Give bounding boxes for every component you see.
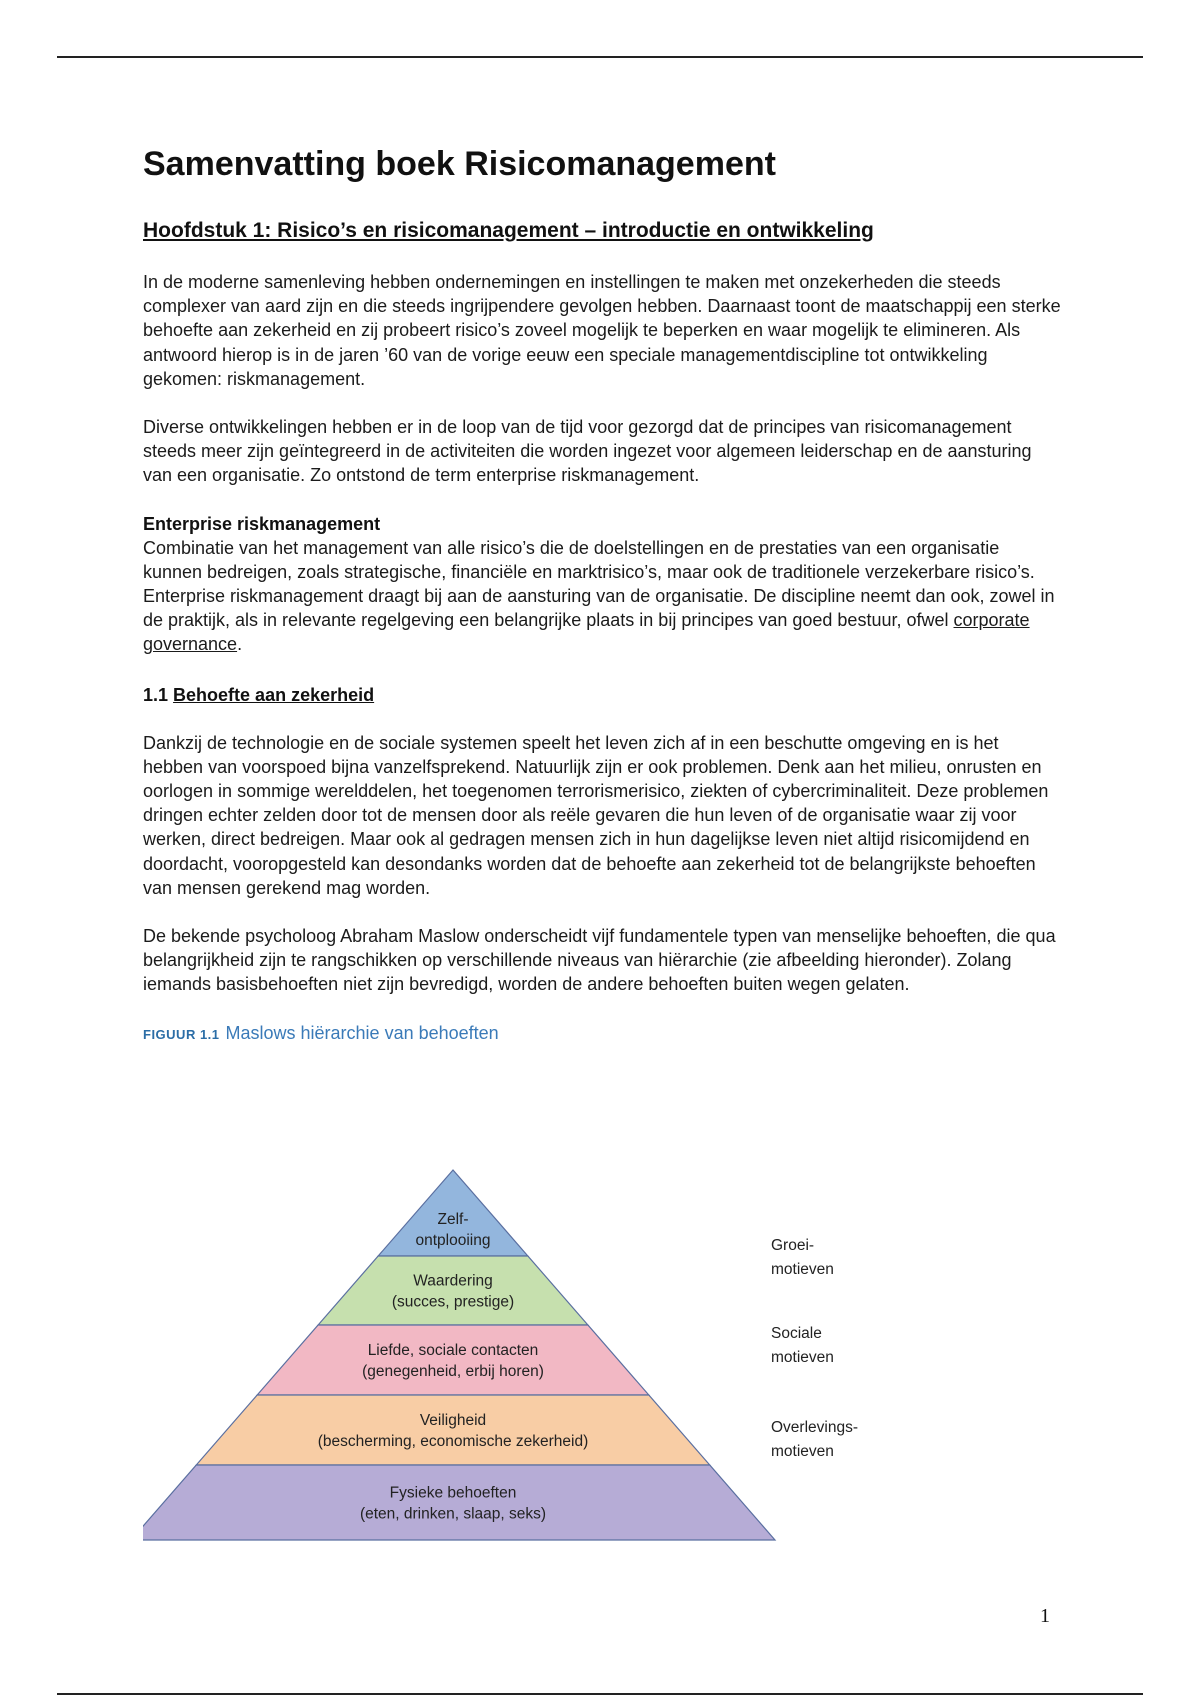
paragraph-developments: Diverse ontwikkelingen hebben er in de loop van de tijd voor gezorgd dat de principes van risicomanagement steeds meer zijn geïntegreerd in de activiteiten die worden ingezet voor algemeen leiderschap en de aansturing van een organisatie. Zo ontstond de term enterprise riskmanagement. [143,417,1032,486]
section-number: 1.1 [143,684,169,705]
erm-definition [143,536,1063,657]
maslow-pyramid [143,1150,863,1550]
section-title: Behoefte aan zekerheid [173,684,375,705]
paragraph-intro: In de moderne samenleving hebben ondernemingen en instellingen te maken met onzekerheden die steeds complexer van aard zijn en die steeds ingrijpendere gevolgen hebben. Daarnaast toont de maatschappij een sterke behoefte aan zekerheid en zij probeert risico’s zoveel mogelijk te beperken en waar mogelijk te elimineren. Als antwoord hierop is in de jaren ’60 van de vorige eeuw een speciale managementdiscipline tot ontwikkeling gekomen: riskmanagement. [143,272,1061,389]
maslow-pyramid-figure [143,1150,863,1550]
top-rule [57,56,1143,58]
side-label-1-line-1: Groei- [771,1237,815,1254]
pyramid-level-3-detail: (genegenheid, erbij horen) [362,1363,544,1380]
pyramid-level-5 [143,1465,775,1540]
erm-heading: Enterprise riskmanagement [143,513,381,534]
paragraph-security-need: Dankzij de technologie en de sociale systemen speelt het leven zich af in een beschutte omgeving en is het hebben van voorspoed bijna vanzelfsprekend. Natuurlijk zijn er ook problemen. Denk aan het milieu, onrusten en oorlogen in sommige werelddelen, het toegenomen terrorismerisico, ziekten of cybercriminaliteit. Deze problemen dringen echter zelden door tot de mensen door als reële gevaren die hun leven of de organisatie waar zij voor werken, direct bedreigen. Maar ook al gedragen mensen zich in hun dagelijkse leven niet altijd risicomijdend en doordacht, vooropgesteld kan desondanks worden dat de behoefte aan zekerheid tot de belangrijkste behoeften van mensen gerekend mag worden. [143,732,1049,898]
side-label-3-line-1: Overlevings- [771,1419,858,1436]
corporate-governance-link[interactable]: corporate governance [143,610,1030,655]
side-label-2-line-2: motieven [771,1349,834,1366]
pyramid-level-3 [257,1325,649,1395]
figure-label: FIGUUR 1.1 [143,1026,220,1042]
page-content [143,140,1063,1047]
pyramid-level-1-detail: ontplooiing [415,1232,491,1249]
bottom-rule [57,1693,1143,1695]
section-heading [143,683,1063,707]
pyramid-level-4-detail: (bescherming, economische zekerheid) [317,1433,589,1450]
paragraph-maslow: De bekende psycholoog Abraham Maslow onderscheidt vijf fundamentele typen van menselijke behoeften, die qua belangrijkheid zijn te rangschikken op verschillende niveaus van hiërarchie (zie afbeelding hieronder). Zolang iemands basisbehoeften niet zijn bevredigd, worden de andere behoeften buiten wegen gelaten. [143,926,1056,995]
pyramid-level-4 [196,1395,709,1465]
pyramid-level-2-detail: (succes, prestige) [391,1293,515,1311]
pyramid-level-4-title: Veiligheid [419,1412,487,1429]
pyramid-level-3-title: Liefde, sociale contacten [367,1342,539,1359]
pyramid-level-2-title: Waardering [413,1272,493,1290]
pyramid-level-1-title: Zelf- [437,1211,469,1228]
document-title: Samenvatting boek Risicomanagement [143,145,776,183]
pyramid-level-2 [318,1256,588,1325]
page-number: 1 [1040,1605,1050,1627]
erm-text: Combinatie van het management van alle risico’s die de doelstellingen en de prestaties van een organisatie kunnen bedreigen, zoals strategische, financiële en marktrisico’s, maar ook de traditionele verzekerbare risico’s. Enterprise riskmanagement draagt bij aan de aansturing van de organisatie. De discipline neemt dan ook, zowel in de praktijk, als in relevante regelgeving een belangrijke plaats in bij principes van goed bestuur, ofwel [143,537,1055,631]
erm-end: . [237,634,243,655]
figure-caption [143,1021,1063,1047]
side-label-1-line-2: motieven [771,1261,834,1278]
side-label-2-line-1: Sociale [771,1325,822,1342]
pyramid-level-5-title: Fysieke behoeften [389,1484,517,1502]
chapter-heading: Hoofdstuk 1: Risico’s en risicomanagement – introductie en ontwikkeling [143,219,874,242]
pyramid-level-5-detail: (eten, drinken, slaap, seks) [359,1505,547,1523]
side-label-3-line-2: motieven [771,1443,834,1460]
figure-title: Maslows hiërarchie van behoeften [225,1022,499,1043]
